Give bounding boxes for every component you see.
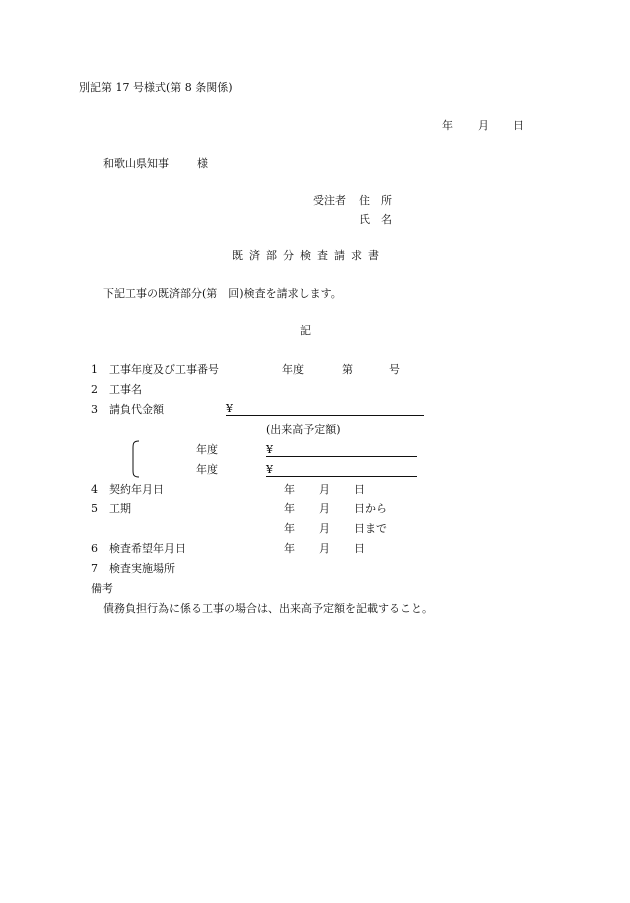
ki-heading: 記 (300, 324, 311, 337)
item-3-row-2-yen-symbol: ¥ (266, 463, 273, 476)
item-4-label: 契約年月日 (109, 483, 164, 496)
contractor-name-label: 氏 名 (359, 213, 392, 226)
item-2-label: 工事名 (109, 383, 142, 396)
item-3-label: 請負代金額 (109, 403, 164, 416)
date-month-label: 月 (478, 119, 489, 132)
contractor-address-label: 住 所 (359, 194, 392, 207)
item-5-number: 5 (91, 502, 98, 515)
item-3-number: 3 (91, 403, 98, 416)
remarks-text: 債務負担行為に係る工事の場合は、出来高予定額を記載すること。 (103, 602, 433, 615)
item-3-row-1-year-label: 年度 (196, 443, 218, 456)
item-5-start-day-label: 日から (354, 502, 387, 515)
addressee-name: 和歌山県知事 (103, 157, 169, 170)
item-3-brace (127, 440, 141, 478)
item-5-label: 工期 (109, 502, 131, 515)
item-3-subheading: (出来高予定額) (266, 423, 341, 436)
addressee-honorific: 様 (197, 157, 208, 170)
item-4-number: 4 (91, 483, 98, 496)
item-3-row-1-yen-symbol: ¥ (266, 443, 273, 456)
item-2-number: 2 (91, 383, 98, 396)
item-6-year-label: 年 (284, 542, 295, 555)
item-4-day-label: 日 (354, 483, 365, 496)
item-3-yen-symbol: ¥ (226, 402, 233, 415)
item-6-number: 6 (91, 542, 98, 555)
item-1-dai-label: 第 (342, 363, 353, 376)
item-7-label: 検査実施場所 (109, 562, 175, 575)
item-1-number: 1 (91, 363, 98, 376)
item-5-end-day-label: 日まで (354, 522, 387, 535)
remarks-label: 備考 (91, 582, 113, 595)
contractor-label: 受注者 (313, 194, 346, 207)
item-6-day-label: 日 (354, 542, 365, 555)
date-year-label: 年 (442, 119, 453, 132)
item-6-label: 検査希望年月日 (109, 542, 186, 555)
item-3-row-1-amount-line (266, 456, 417, 457)
intro-text: 下記工事の既済部分(第 回)検査を請求します。 (103, 287, 342, 300)
item-4-year-label: 年 (284, 483, 295, 496)
item-1-label: 工事年度及び工事番号 (109, 363, 219, 376)
item-3-row-2-amount-line (266, 476, 417, 477)
item-5-end-month-label: 月 (319, 522, 330, 535)
item-3-amount-line (226, 415, 424, 416)
item-7-number: 7 (91, 562, 98, 575)
item-5-end-year-label: 年 (284, 522, 295, 535)
document-title: 既済部分検査請求書 (232, 249, 385, 262)
date-day-label: 日 (513, 119, 524, 132)
item-4-month-label: 月 (319, 483, 330, 496)
item-3-row-2-year-label: 年度 (196, 463, 218, 476)
item-5-start-year-label: 年 (284, 502, 295, 515)
item-5-start-month-label: 月 (319, 502, 330, 515)
item-1-go-label: 号 (389, 363, 400, 376)
item-1-year-label: 年度 (282, 363, 304, 376)
item-6-month-label: 月 (319, 542, 330, 555)
form-id: 別記第 17 号様式(第 8 条関係) (79, 81, 233, 94)
